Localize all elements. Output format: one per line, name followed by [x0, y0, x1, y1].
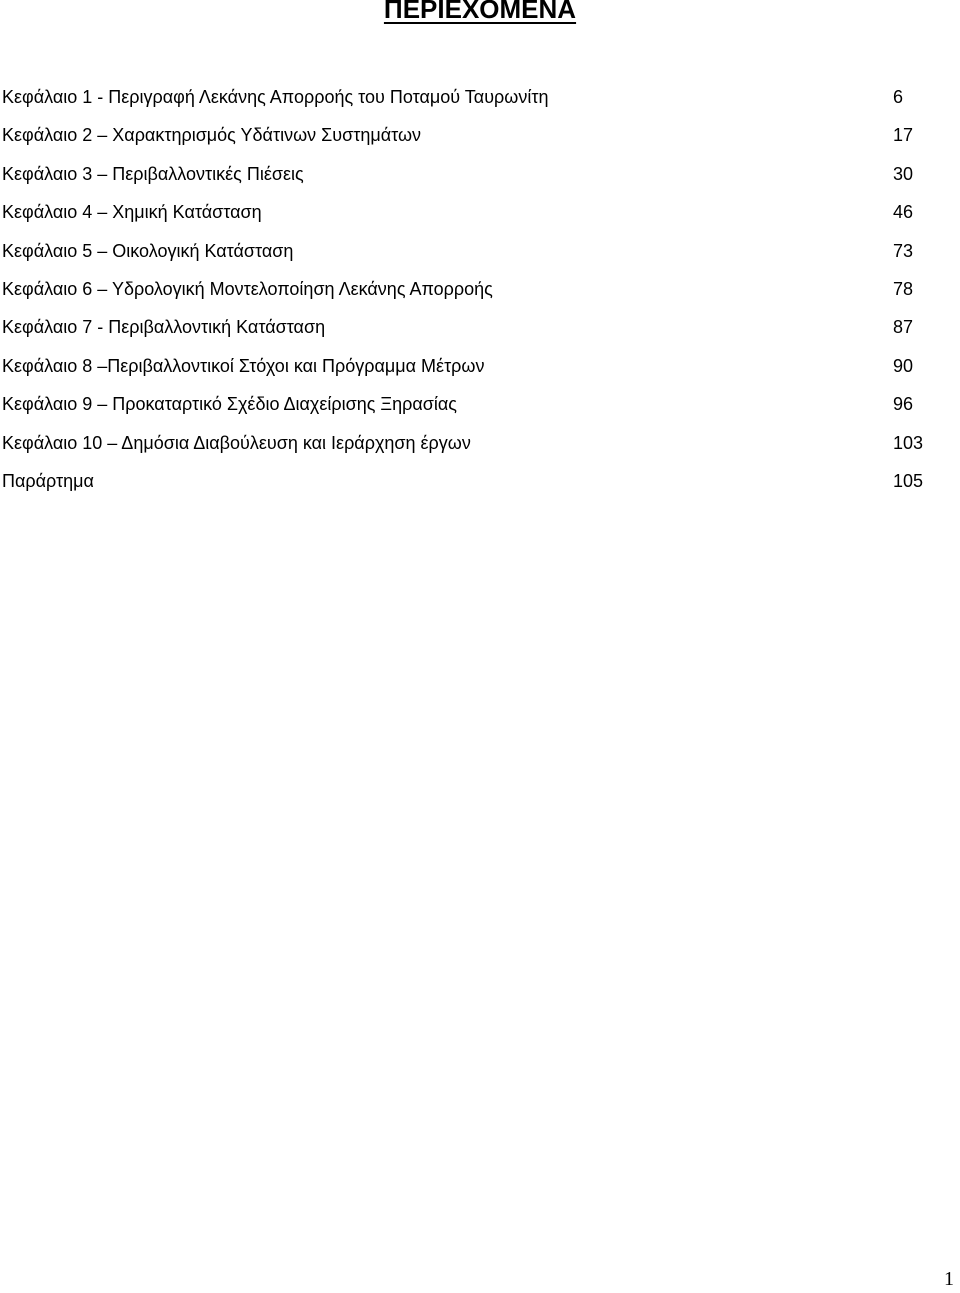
toc-entry-page: 30	[893, 163, 914, 184]
toc-entry	[0, 199, 960, 237]
toc-entry-page: 103	[893, 432, 924, 453]
toc-entry	[0, 276, 960, 314]
toc-entry-page: 96	[893, 394, 914, 415]
toc-entry-page: 17	[893, 125, 914, 146]
toc-entry-page: 46	[893, 202, 914, 223]
toc-entry-label: Κεφάλαιο 7 - Περιβαλλοντική Κατάσταση	[2, 317, 326, 338]
toc-entry	[0, 84, 960, 122]
page-title: ΠΕΡΙΕΧΟΜΕΝΑ	[383, 0, 577, 24]
page-number: 1	[944, 1268, 954, 1290]
toc-entry-page: 105	[893, 470, 924, 491]
toc-entry-page: 73	[893, 240, 914, 261]
toc-entry-label: Κεφάλαιο 3 – Περιβαλλοντικές Πιέσεις	[2, 163, 304, 184]
toc-entry-page: 78	[893, 278, 914, 299]
toc-entry-label: Κεφάλαιο 4 – Χημική Κατάσταση	[2, 202, 262, 223]
toc-entry-page: 90	[893, 355, 914, 376]
table-of-contents	[0, 84, 960, 506]
toc-entry	[0, 122, 960, 160]
toc-entry-label: Κεφάλαιο 8 –Περιβαλλοντικοί Στόχοι και Πρόγραμμα Μέτρων	[2, 355, 485, 376]
toc-entry-page: 87	[893, 317, 914, 338]
toc-entry	[0, 391, 960, 429]
toc-entry-label: Κεφάλαιο 1 - Περιγραφή Λεκάνης Απορροής του Ποταμού Ταυρωνίτη	[2, 87, 549, 107]
toc-entry	[0, 353, 960, 391]
toc-entry-label: Κεφάλαιο 5 – Οικολογική Κατάσταση	[2, 240, 294, 261]
toc-entry	[0, 238, 960, 276]
toc-entry-label: Κεφάλαιο 6 – Υδρολογική Μοντελοποίηση Λεκάνης Απορροής	[2, 278, 493, 299]
toc-entry	[0, 314, 960, 352]
toc-entry-label: Κεφάλαιο 10 – Δημόσια Διαβούλευση και Ιεράρχηση έργων	[2, 432, 471, 453]
toc-entry-label: Κεφάλαιο 9 – Προκαταρτικό Σχέδιο Διαχείρισης Ξηρασίας	[2, 394, 457, 415]
toc-entry-label: Κεφάλαιο 2 – Χαρακτηρισμός Υδάτινων Συστημάτων	[2, 125, 422, 146]
toc-entry	[0, 468, 960, 506]
toc-entry	[0, 161, 960, 199]
toc-entry-page: 6	[893, 87, 904, 107]
toc-entry	[0, 430, 960, 468]
toc-entry-label: Παράρτημα	[2, 470, 94, 491]
